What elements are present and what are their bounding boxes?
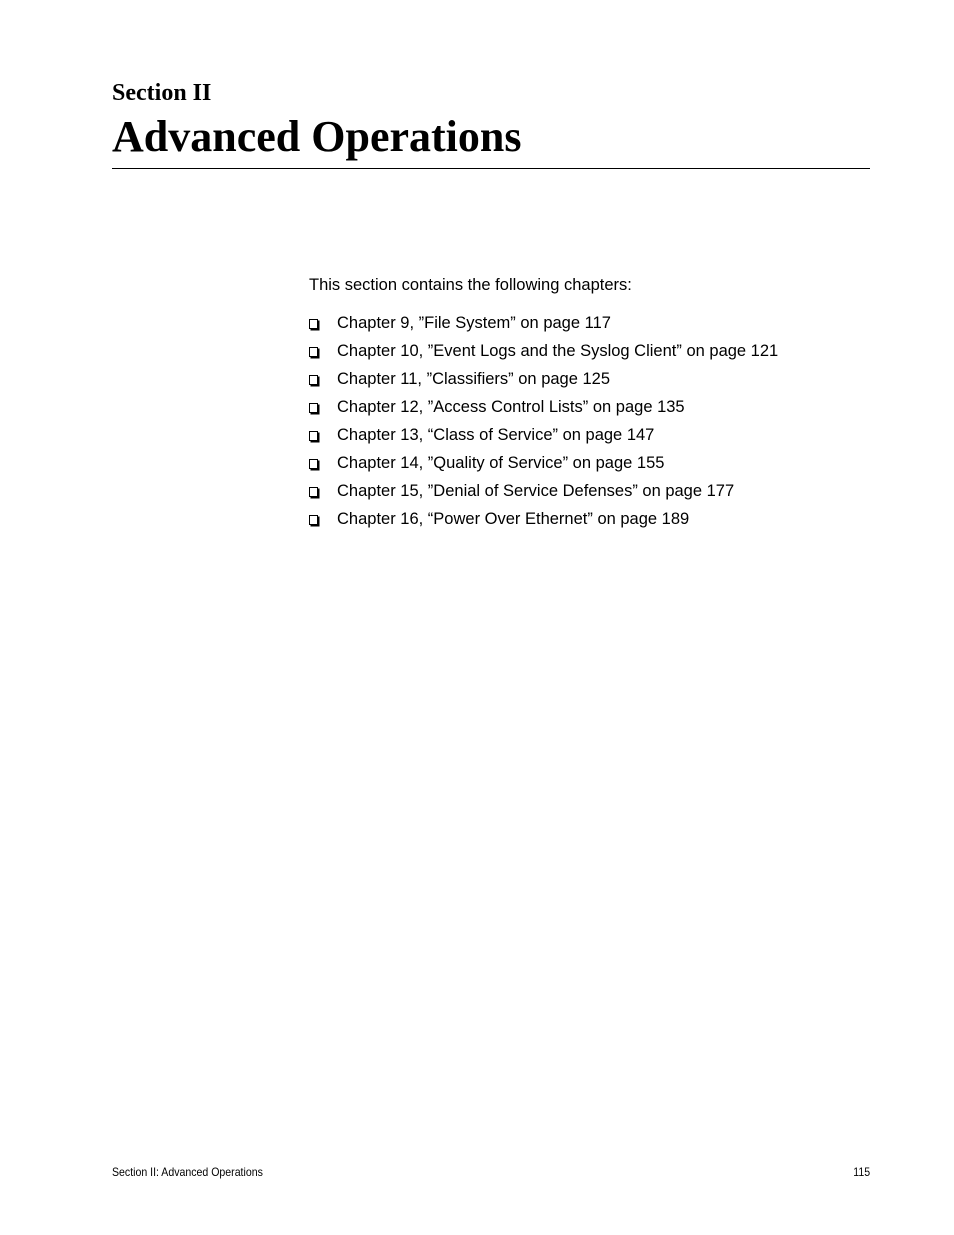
- chapter-reference: Chapter 12, ”Access Control Lists” on page 135: [337, 398, 685, 416]
- square-bullet-icon: [309, 375, 318, 385]
- chapter-reference: Chapter 13, “Class of Service” on page 147: [337, 426, 655, 444]
- title-divider: [112, 168, 870, 169]
- chapter-reference: Chapter 16, “Power Over Ethernet” on page 189: [337, 510, 690, 528]
- chapter-reference: Chapter 11, ”Classifiers” on page 125: [337, 370, 611, 388]
- intro-text: This section contains the following chapters:: [309, 276, 632, 294]
- chapter-reference: Chapter 14, ”Quality of Service” on page 155: [337, 454, 665, 472]
- chapter-reference: Chapter 10, ”Event Logs and the Syslog Client” on page 121: [337, 342, 779, 360]
- square-bullet-icon: [309, 487, 318, 497]
- square-bullet-icon: [309, 459, 318, 469]
- square-bullet-icon: [309, 431, 318, 441]
- square-bullet-icon: [309, 347, 318, 357]
- chapter-reference: Chapter 15, ”Denial of Service Defenses” on page 177: [337, 482, 735, 500]
- square-bullet-icon: [309, 403, 318, 413]
- footer-running-title: Section II: Advanced Operations: [112, 1165, 263, 1179]
- square-bullet-icon: [309, 515, 318, 525]
- square-bullet-icon: [309, 319, 318, 329]
- page-number: 115: [853, 1165, 870, 1179]
- chapter-reference: Chapter 9, ”File System” on page 117: [337, 314, 611, 332]
- section-label: Section II: [112, 80, 212, 106]
- page-title: Advanced Operations: [112, 112, 522, 161]
